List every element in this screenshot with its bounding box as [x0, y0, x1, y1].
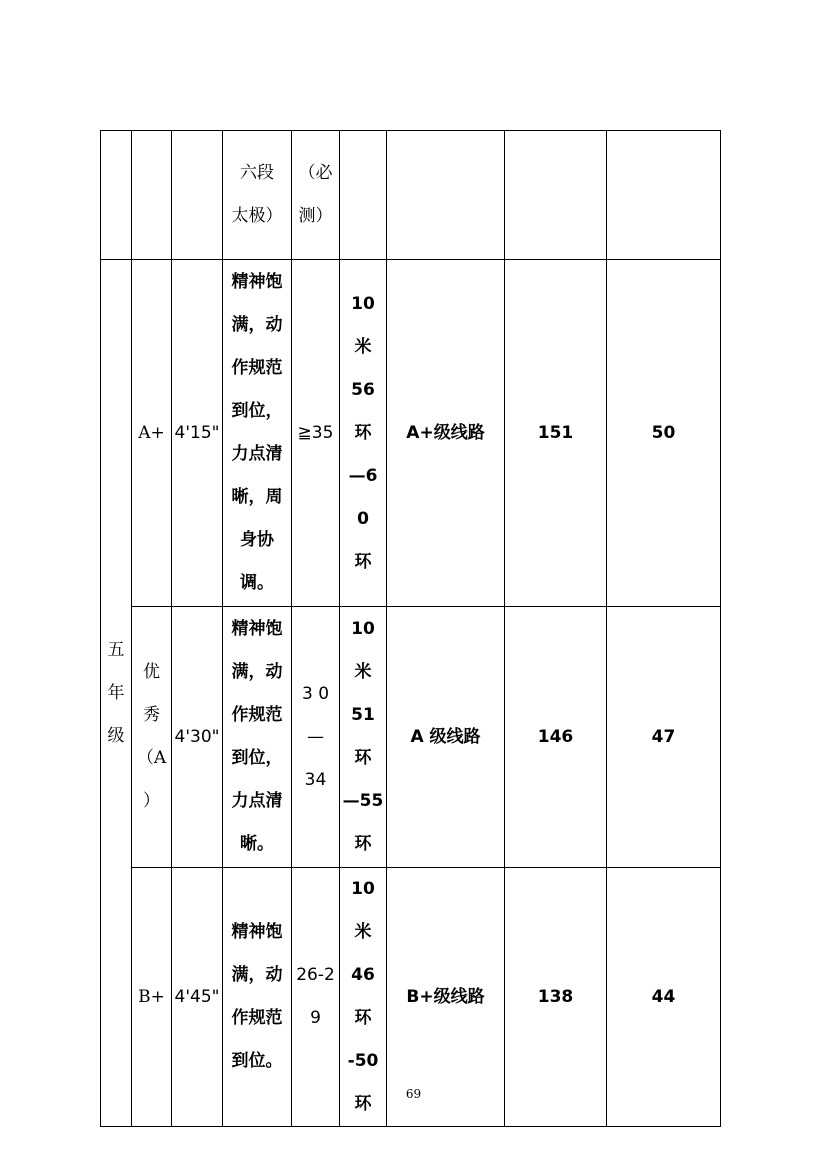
required-continuation-cell: [292, 131, 340, 260]
rings-line: 10 米: [351, 293, 375, 357]
score2-cell: 50: [607, 260, 721, 607]
route-cell: B+级线路: [387, 868, 505, 1127]
taiji-line-1: 六段: [240, 163, 274, 183]
score1-cell-empty: [505, 131, 607, 260]
count-cell: [292, 260, 340, 607]
required-line-2: 测）: [298, 206, 333, 226]
rings-line: 环: [354, 551, 372, 572]
rings-cell: [340, 607, 387, 868]
route-cell: A+级线路: [387, 260, 505, 607]
level-cell: [132, 260, 172, 607]
desc-line: 作规范: [231, 705, 283, 725]
desc-line: 到位。: [231, 1051, 283, 1071]
rings-line: 环: [354, 1094, 372, 1114]
score-standards-table: [100, 130, 721, 1127]
rings-line: —6 0: [348, 465, 378, 529]
description-cell: [223, 260, 292, 607]
level-cell: [132, 607, 172, 868]
grade-char-3: 级: [107, 725, 125, 746]
rings-line: 10 米: [351, 619, 375, 682]
desc-line: 满，动: [231, 965, 283, 985]
count-line: ≧35: [297, 422, 334, 443]
score2-cell: 44: [607, 868, 721, 1127]
score2-cell: 47: [607, 607, 721, 868]
count-cell: [292, 607, 340, 868]
grade-label-cell: [101, 260, 132, 1127]
taiji-line-2: 太极）: [231, 206, 283, 226]
score1-cell: 138: [505, 868, 607, 1127]
continuation-row: [101, 131, 721, 260]
level-line: ）: [143, 791, 160, 811]
rings-line: 51 环: [351, 705, 375, 768]
route-cell: A 级线路: [387, 607, 505, 868]
score1-cell: 151: [505, 260, 607, 607]
rings-cell-empty: [340, 131, 387, 260]
time-cell-empty: [172, 131, 223, 260]
level-line: 秀: [143, 705, 160, 725]
level-line: A+: [138, 422, 165, 443]
rings-line: -50: [347, 1051, 379, 1071]
count-line: 3 0 —: [301, 683, 330, 747]
rings-cell: [340, 260, 387, 607]
desc-line: 作规范: [231, 358, 283, 378]
desc-line: 到位，: [231, 748, 283, 768]
taiji-continuation-cell: [223, 131, 292, 260]
grade-cell-empty: [101, 131, 132, 260]
rings-line: 10 米: [351, 879, 375, 942]
rings-line: 环: [354, 834, 372, 854]
level-line: 优: [143, 662, 160, 682]
score1-cell: 146: [505, 607, 607, 868]
desc-line: 精神饱: [231, 272, 283, 292]
rings-line: 56 环: [351, 379, 375, 443]
description-cell: [223, 607, 292, 868]
table-row: [101, 260, 721, 607]
desc-line: 精神饱: [231, 619, 283, 639]
grade-char-2: 年: [107, 682, 125, 703]
score2-cell-empty: [607, 131, 721, 260]
level-line: （A: [136, 748, 167, 768]
desc-line: 力点清: [231, 444, 283, 464]
route-cell-empty: [387, 131, 505, 260]
required-line-1: （必: [298, 163, 333, 183]
time-cell: 4'30": [172, 607, 223, 868]
level-cell-empty: [132, 131, 172, 260]
desc-line: 调。: [240, 573, 274, 593]
desc-line: 到位，: [231, 401, 283, 421]
desc-line: 力点清: [231, 791, 283, 811]
rings-line: —55: [342, 791, 384, 811]
desc-line: 身协: [240, 530, 274, 550]
desc-line: 作规范: [231, 1008, 283, 1028]
desc-line: 满，动: [231, 662, 283, 682]
desc-line: 满，动: [231, 315, 283, 335]
rings-line: 46 环: [351, 965, 375, 1028]
desc-line: 晰，周: [231, 487, 283, 507]
desc-line: 精神饱: [231, 922, 283, 942]
desc-line: 晰。: [240, 834, 274, 854]
time-cell: 4'45": [172, 868, 223, 1127]
grade-char-1: 五: [107, 639, 125, 660]
table-row: [101, 607, 721, 868]
level-line: B+: [138, 986, 165, 1007]
count-line: 26-2: [296, 965, 335, 985]
page-number: 69: [405, 1087, 422, 1101]
time-cell: 4'15": [172, 260, 223, 607]
count-line: 34: [304, 769, 327, 790]
count-line: 9: [310, 1008, 321, 1028]
